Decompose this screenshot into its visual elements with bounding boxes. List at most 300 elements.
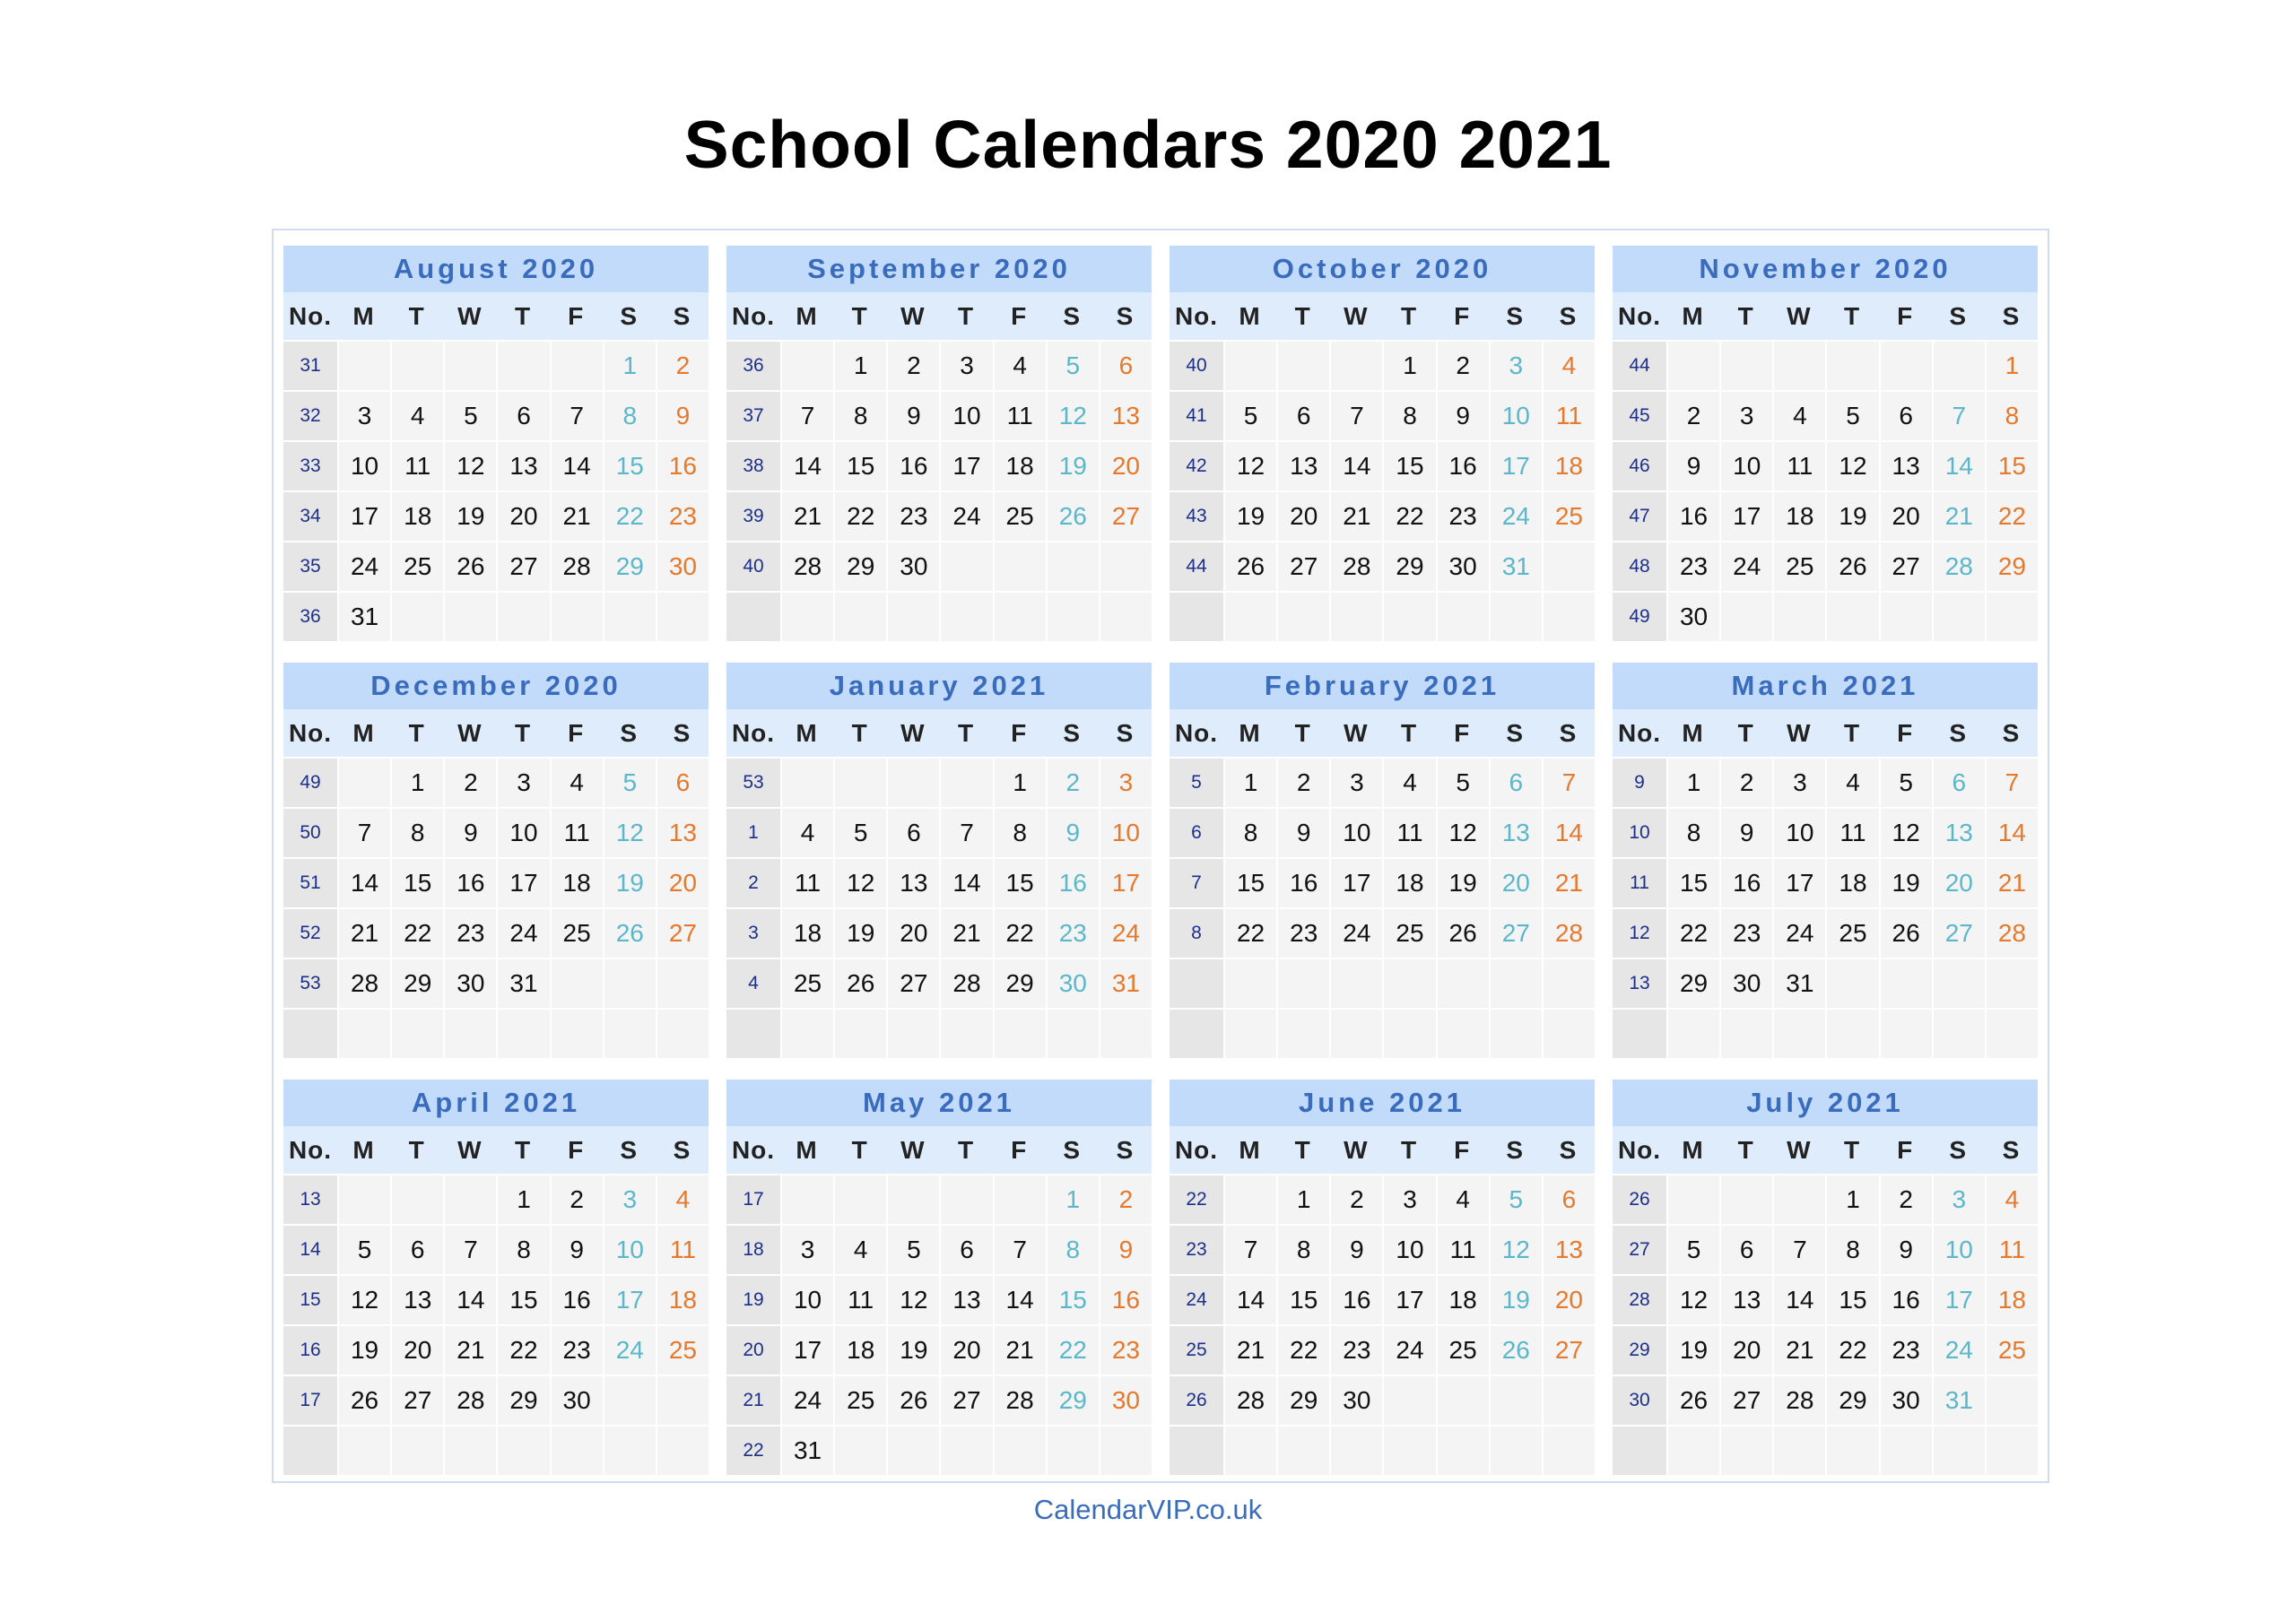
week-number-cell: 18 [726, 1224, 780, 1274]
day-cell: 1 [390, 757, 443, 807]
weekday-header: F [550, 709, 603, 757]
weekday-header: S [1932, 1126, 1985, 1174]
weekday-header: S [1046, 709, 1099, 757]
weekday-header-row [726, 1126, 1152, 1174]
weekday-header: W [1772, 709, 1825, 757]
week-row [1613, 757, 2038, 807]
week-number-cell: 14 [283, 1224, 337, 1274]
day-cell [1985, 958, 2038, 1008]
weekday-header-row [1613, 1126, 2038, 1174]
week-number-cell: 4 [726, 958, 780, 1008]
day-cell: 13 [1276, 440, 1329, 490]
day-cell: 28 [337, 958, 390, 1008]
day-cell [1436, 591, 1489, 641]
day-cell [780, 757, 833, 807]
day-cell [496, 591, 549, 641]
page-title: School Calendars 2020 2021 [683, 107, 1613, 182]
day-cell [1932, 340, 1985, 390]
day-cell: 11 [1825, 807, 1878, 857]
day-cell: 8 [1276, 1224, 1329, 1274]
week-row [283, 340, 709, 390]
weekday-header: T [833, 709, 886, 757]
day-cell: 28 [443, 1375, 496, 1425]
week-row [1170, 1274, 1595, 1324]
day-cell: 22 [1223, 907, 1276, 958]
day-cell: 1 [496, 1174, 549, 1224]
week-number-cell: 51 [283, 857, 337, 907]
day-cell [1223, 1425, 1276, 1475]
day-cell [993, 1174, 1046, 1224]
day-cell [656, 591, 709, 641]
day-cell [1719, 1008, 1772, 1058]
day-cell: 24 [1099, 907, 1152, 958]
day-cell: 18 [1985, 1274, 2038, 1324]
week-number-header: No. [1170, 709, 1223, 757]
day-cell [1046, 1008, 1099, 1058]
weekday-header: M [337, 1126, 390, 1174]
day-cell [656, 958, 709, 1008]
day-cell: 1 [1382, 340, 1435, 390]
day-cell: 25 [656, 1324, 709, 1375]
day-cell [1276, 1008, 1329, 1058]
day-cell: 4 [1985, 1174, 2038, 1224]
day-cell: 8 [833, 390, 886, 440]
weekday-header-row [1613, 709, 2038, 757]
weekday-header: F [1879, 292, 1932, 340]
day-cell [1542, 591, 1595, 641]
day-cell: 8 [496, 1224, 549, 1274]
day-cell: 26 [1666, 1375, 1719, 1425]
week-number-cell: 13 [283, 1174, 337, 1224]
day-cell [1985, 1008, 2038, 1058]
day-cell: 21 [993, 1324, 1046, 1375]
day-cell: 29 [1666, 958, 1719, 1008]
day-cell [1542, 958, 1595, 1008]
day-cell: 12 [886, 1274, 939, 1324]
day-cell: 21 [1329, 490, 1382, 541]
month-title: October 2020 [1170, 246, 1595, 292]
day-cell: 27 [1276, 541, 1329, 591]
day-cell: 13 [390, 1274, 443, 1324]
weekday-header: T [1719, 709, 1772, 757]
weekday-header: T [1825, 709, 1878, 757]
day-cell: 3 [939, 340, 992, 390]
weekday-header: T [390, 292, 443, 340]
day-cell: 25 [780, 958, 833, 1008]
day-cell: 1 [603, 340, 656, 390]
day-cell: 12 [1666, 1274, 1719, 1324]
day-cell [1825, 1425, 1878, 1475]
weekday-header: T [1719, 292, 1772, 340]
day-cell [390, 1425, 443, 1475]
day-cell: 2 [550, 1174, 603, 1224]
day-cell: 11 [1542, 390, 1595, 440]
day-cell [1542, 1008, 1595, 1058]
day-cell: 9 [443, 807, 496, 857]
day-cell [603, 1375, 656, 1425]
day-cell: 9 [1046, 807, 1099, 857]
month-table [1613, 709, 2038, 1058]
day-cell: 13 [1099, 390, 1152, 440]
weekday-header: S [603, 709, 656, 757]
weekday-header: M [780, 292, 833, 340]
day-cell: 23 [1666, 541, 1719, 591]
day-cell: 5 [443, 390, 496, 440]
day-cell [1932, 1425, 1985, 1475]
day-cell: 21 [1985, 857, 2038, 907]
day-cell: 29 [1825, 1375, 1878, 1425]
day-cell: 18 [780, 907, 833, 958]
day-cell: 2 [1099, 1174, 1152, 1224]
week-number-header: No. [726, 709, 780, 757]
weekday-header: S [656, 292, 709, 340]
day-cell: 28 [1223, 1375, 1276, 1425]
day-cell [1825, 591, 1878, 641]
week-row [283, 857, 709, 907]
day-cell [833, 591, 886, 641]
week-number-cell: 43 [1170, 490, 1223, 541]
day-cell: 21 [1772, 1324, 1825, 1375]
week-row [726, 1174, 1152, 1224]
day-cell [443, 591, 496, 641]
day-cell [1542, 1375, 1595, 1425]
day-cell: 11 [1436, 1224, 1489, 1274]
day-cell [550, 1008, 603, 1058]
weekday-header: F [1436, 292, 1489, 340]
day-cell: 7 [939, 807, 992, 857]
weekday-header: S [1542, 292, 1595, 340]
day-cell: 6 [1879, 390, 1932, 440]
day-cell: 2 [1719, 757, 1772, 807]
week-row [1613, 807, 2038, 857]
week-number-cell: 27 [1613, 1224, 1666, 1274]
day-cell: 4 [550, 757, 603, 807]
day-cell: 3 [496, 757, 549, 807]
day-cell: 3 [780, 1224, 833, 1274]
day-cell: 18 [1436, 1274, 1489, 1324]
day-cell [603, 1425, 656, 1475]
day-cell: 17 [1772, 857, 1825, 907]
day-cell: 15 [1666, 857, 1719, 907]
day-cell: 18 [1382, 857, 1435, 907]
weekday-header: S [1985, 1126, 2038, 1174]
day-cell [1666, 1174, 1719, 1224]
day-cell: 12 [1436, 807, 1489, 857]
day-cell: 27 [656, 907, 709, 958]
day-cell [1879, 340, 1932, 390]
day-cell: 4 [993, 340, 1046, 390]
day-cell: 26 [337, 1375, 390, 1425]
day-cell [1879, 591, 1932, 641]
week-number-cell [1613, 1425, 1666, 1475]
day-cell [550, 340, 603, 390]
day-cell: 26 [886, 1375, 939, 1425]
day-cell: 14 [1985, 807, 2038, 857]
day-cell: 19 [337, 1324, 390, 1375]
month-table [1170, 292, 1595, 641]
day-cell: 8 [603, 390, 656, 440]
day-cell [1719, 1425, 1772, 1475]
day-cell: 8 [1382, 390, 1435, 440]
week-number-cell: 16 [283, 1324, 337, 1375]
day-cell [1276, 958, 1329, 1008]
day-cell [443, 1174, 496, 1224]
day-cell: 12 [603, 807, 656, 857]
day-cell [656, 1425, 709, 1475]
day-cell [550, 1425, 603, 1475]
week-row [726, 807, 1152, 857]
day-cell: 31 [780, 1425, 833, 1475]
day-cell: 8 [1985, 390, 2038, 440]
day-cell: 16 [1666, 490, 1719, 541]
day-cell: 25 [550, 907, 603, 958]
week-number-cell: 52 [283, 907, 337, 958]
day-cell [1382, 1375, 1435, 1425]
day-cell: 31 [496, 958, 549, 1008]
day-cell: 19 [833, 907, 886, 958]
day-cell: 3 [1719, 390, 1772, 440]
day-cell: 4 [1382, 757, 1435, 807]
day-cell: 17 [1382, 1274, 1435, 1324]
day-cell: 30 [886, 541, 939, 591]
day-cell: 8 [1223, 807, 1276, 857]
day-cell: 25 [1985, 1324, 2038, 1375]
week-row [1170, 1324, 1595, 1375]
day-cell: 16 [550, 1274, 603, 1324]
day-cell: 1 [1825, 1174, 1878, 1224]
day-cell: 19 [1436, 857, 1489, 907]
month-calendar [726, 1080, 1152, 1475]
day-cell: 13 [1489, 807, 1542, 857]
week-number-cell: 10 [1613, 807, 1666, 857]
day-cell [390, 1008, 443, 1058]
week-row [726, 907, 1152, 958]
day-cell: 3 [603, 1174, 656, 1224]
day-cell [1382, 1425, 1435, 1475]
day-cell [1329, 591, 1382, 641]
week-number-cell: 44 [1613, 340, 1666, 390]
weekday-header: W [886, 709, 939, 757]
day-cell: 21 [939, 907, 992, 958]
day-cell: 18 [1825, 857, 1878, 907]
day-cell: 11 [833, 1274, 886, 1324]
day-cell: 19 [443, 490, 496, 541]
week-number-header: No. [1613, 709, 1666, 757]
day-cell: 7 [993, 1224, 1046, 1274]
day-cell: 24 [939, 490, 992, 541]
day-cell [1666, 1008, 1719, 1058]
day-cell: 22 [1825, 1324, 1878, 1375]
day-cell: 30 [1329, 1375, 1382, 1425]
day-cell: 3 [1099, 757, 1152, 807]
day-cell [939, 757, 992, 807]
week-number-cell [1170, 1425, 1223, 1475]
day-cell: 10 [496, 807, 549, 857]
day-cell: 20 [390, 1324, 443, 1375]
day-cell: 15 [993, 857, 1046, 907]
weekday-header: M [1666, 292, 1719, 340]
week-row [1613, 1425, 2038, 1475]
month-calendar [283, 1080, 709, 1475]
week-row [726, 1324, 1152, 1375]
day-cell: 15 [390, 857, 443, 907]
month-title: April 2021 [283, 1080, 709, 1126]
week-row [1613, 958, 2038, 1008]
day-cell: 1 [1666, 757, 1719, 807]
day-cell: 10 [1489, 390, 1542, 440]
day-cell: 6 [656, 757, 709, 807]
day-cell: 14 [1932, 440, 1985, 490]
day-cell: 13 [939, 1274, 992, 1324]
day-cell: 22 [1382, 490, 1435, 541]
month-title: June 2021 [1170, 1080, 1595, 1126]
day-cell [1329, 1008, 1382, 1058]
day-cell: 27 [496, 541, 549, 591]
day-cell [1719, 340, 1772, 390]
weekday-header-row [1613, 292, 2038, 340]
month-calendar [1613, 663, 2038, 1058]
day-cell: 5 [603, 757, 656, 807]
week-row [283, 958, 709, 1008]
week-row [726, 390, 1152, 440]
weekday-header: T [833, 292, 886, 340]
day-cell: 8 [390, 807, 443, 857]
day-cell [780, 1174, 833, 1224]
day-cell [780, 340, 833, 390]
day-cell: 22 [1985, 490, 2038, 541]
day-cell: 28 [780, 541, 833, 591]
day-cell: 17 [496, 857, 549, 907]
week-row [283, 1425, 709, 1475]
day-cell [1719, 591, 1772, 641]
month-calendar [1170, 663, 1595, 1058]
week-number-cell [726, 591, 780, 641]
day-cell: 1 [1223, 757, 1276, 807]
week-number-cell: 35 [283, 541, 337, 591]
week-number-cell: 13 [1613, 958, 1666, 1008]
day-cell: 5 [337, 1224, 390, 1274]
day-cell: 25 [833, 1375, 886, 1425]
day-cell: 13 [1879, 440, 1932, 490]
day-cell: 25 [390, 541, 443, 591]
weekday-header: W [1329, 709, 1382, 757]
week-number-cell [1170, 1008, 1223, 1058]
day-cell: 24 [337, 541, 390, 591]
footer-link[interactable]: CalendarVIP.co.uk [1033, 1494, 1263, 1525]
day-cell [1489, 958, 1542, 1008]
day-cell: 14 [550, 440, 603, 490]
day-cell: 24 [1489, 490, 1542, 541]
weekday-header: S [1099, 292, 1152, 340]
day-cell [1046, 1425, 1099, 1475]
day-cell: 15 [1825, 1274, 1878, 1324]
day-cell [1382, 591, 1435, 641]
day-cell [337, 1174, 390, 1224]
day-cell [886, 1174, 939, 1224]
day-cell [993, 541, 1046, 591]
weekday-header: M [1666, 709, 1719, 757]
day-cell [1772, 591, 1825, 641]
day-cell: 23 [886, 490, 939, 541]
week-row [1613, 857, 2038, 907]
day-cell [1276, 340, 1329, 390]
day-cell: 19 [886, 1324, 939, 1375]
day-cell: 3 [1329, 757, 1382, 807]
weekday-header: S [1489, 709, 1542, 757]
month-title: February 2021 [1170, 663, 1595, 709]
week-number-cell: 23 [1170, 1224, 1223, 1274]
week-number-cell: 21 [726, 1375, 780, 1425]
day-cell [1666, 1425, 1719, 1475]
day-cell: 7 [1329, 390, 1382, 440]
day-cell: 6 [390, 1224, 443, 1274]
day-cell: 28 [993, 1375, 1046, 1425]
week-number-cell: 8 [1170, 907, 1223, 958]
week-number-header: No. [1613, 1126, 1666, 1174]
weekday-header: T [1276, 292, 1329, 340]
day-cell: 16 [656, 440, 709, 490]
day-cell: 24 [496, 907, 549, 958]
day-cell: 25 [1772, 541, 1825, 591]
week-row [726, 857, 1152, 907]
month-calendar [1170, 246, 1595, 641]
weekday-header: S [603, 1126, 656, 1174]
day-cell: 26 [1436, 907, 1489, 958]
day-cell: 5 [833, 807, 886, 857]
day-cell: 19 [1046, 440, 1099, 490]
week-number-cell: 49 [1613, 591, 1666, 641]
day-cell: 15 [1382, 440, 1435, 490]
day-cell: 5 [1489, 1174, 1542, 1224]
week-number-cell: 45 [1613, 390, 1666, 440]
day-cell [443, 340, 496, 390]
day-cell: 6 [1542, 1174, 1595, 1224]
day-cell: 17 [603, 1274, 656, 1324]
week-row [726, 440, 1152, 490]
week-number-cell: 36 [726, 340, 780, 390]
day-cell: 18 [833, 1324, 886, 1375]
day-cell: 8 [1046, 1224, 1099, 1274]
day-cell [1276, 1425, 1329, 1475]
day-cell [1719, 1174, 1772, 1224]
weekday-header: S [1932, 292, 1985, 340]
week-row [283, 390, 709, 440]
day-cell: 2 [443, 757, 496, 807]
day-cell: 24 [1329, 907, 1382, 958]
month-table [726, 1126, 1152, 1475]
day-cell: 9 [656, 390, 709, 440]
day-cell: 5 [1436, 757, 1489, 807]
day-cell: 9 [1666, 440, 1719, 490]
day-cell: 29 [390, 958, 443, 1008]
month-table [1170, 709, 1595, 1058]
week-number-cell: 28 [1613, 1274, 1666, 1324]
month-table [283, 709, 709, 1058]
day-cell: 4 [833, 1224, 886, 1274]
day-cell: 22 [496, 1324, 549, 1375]
day-cell: 7 [1985, 757, 2038, 807]
weekday-header: S [1542, 1126, 1595, 1174]
month-title: December 2020 [283, 663, 709, 709]
month-calendar [283, 246, 709, 641]
day-cell: 30 [1046, 958, 1099, 1008]
day-cell: 15 [833, 440, 886, 490]
day-cell: 15 [1223, 857, 1276, 907]
week-row [283, 440, 709, 490]
day-cell: 27 [1489, 907, 1542, 958]
day-cell: 9 [1879, 1224, 1932, 1274]
day-cell [1436, 1425, 1489, 1475]
